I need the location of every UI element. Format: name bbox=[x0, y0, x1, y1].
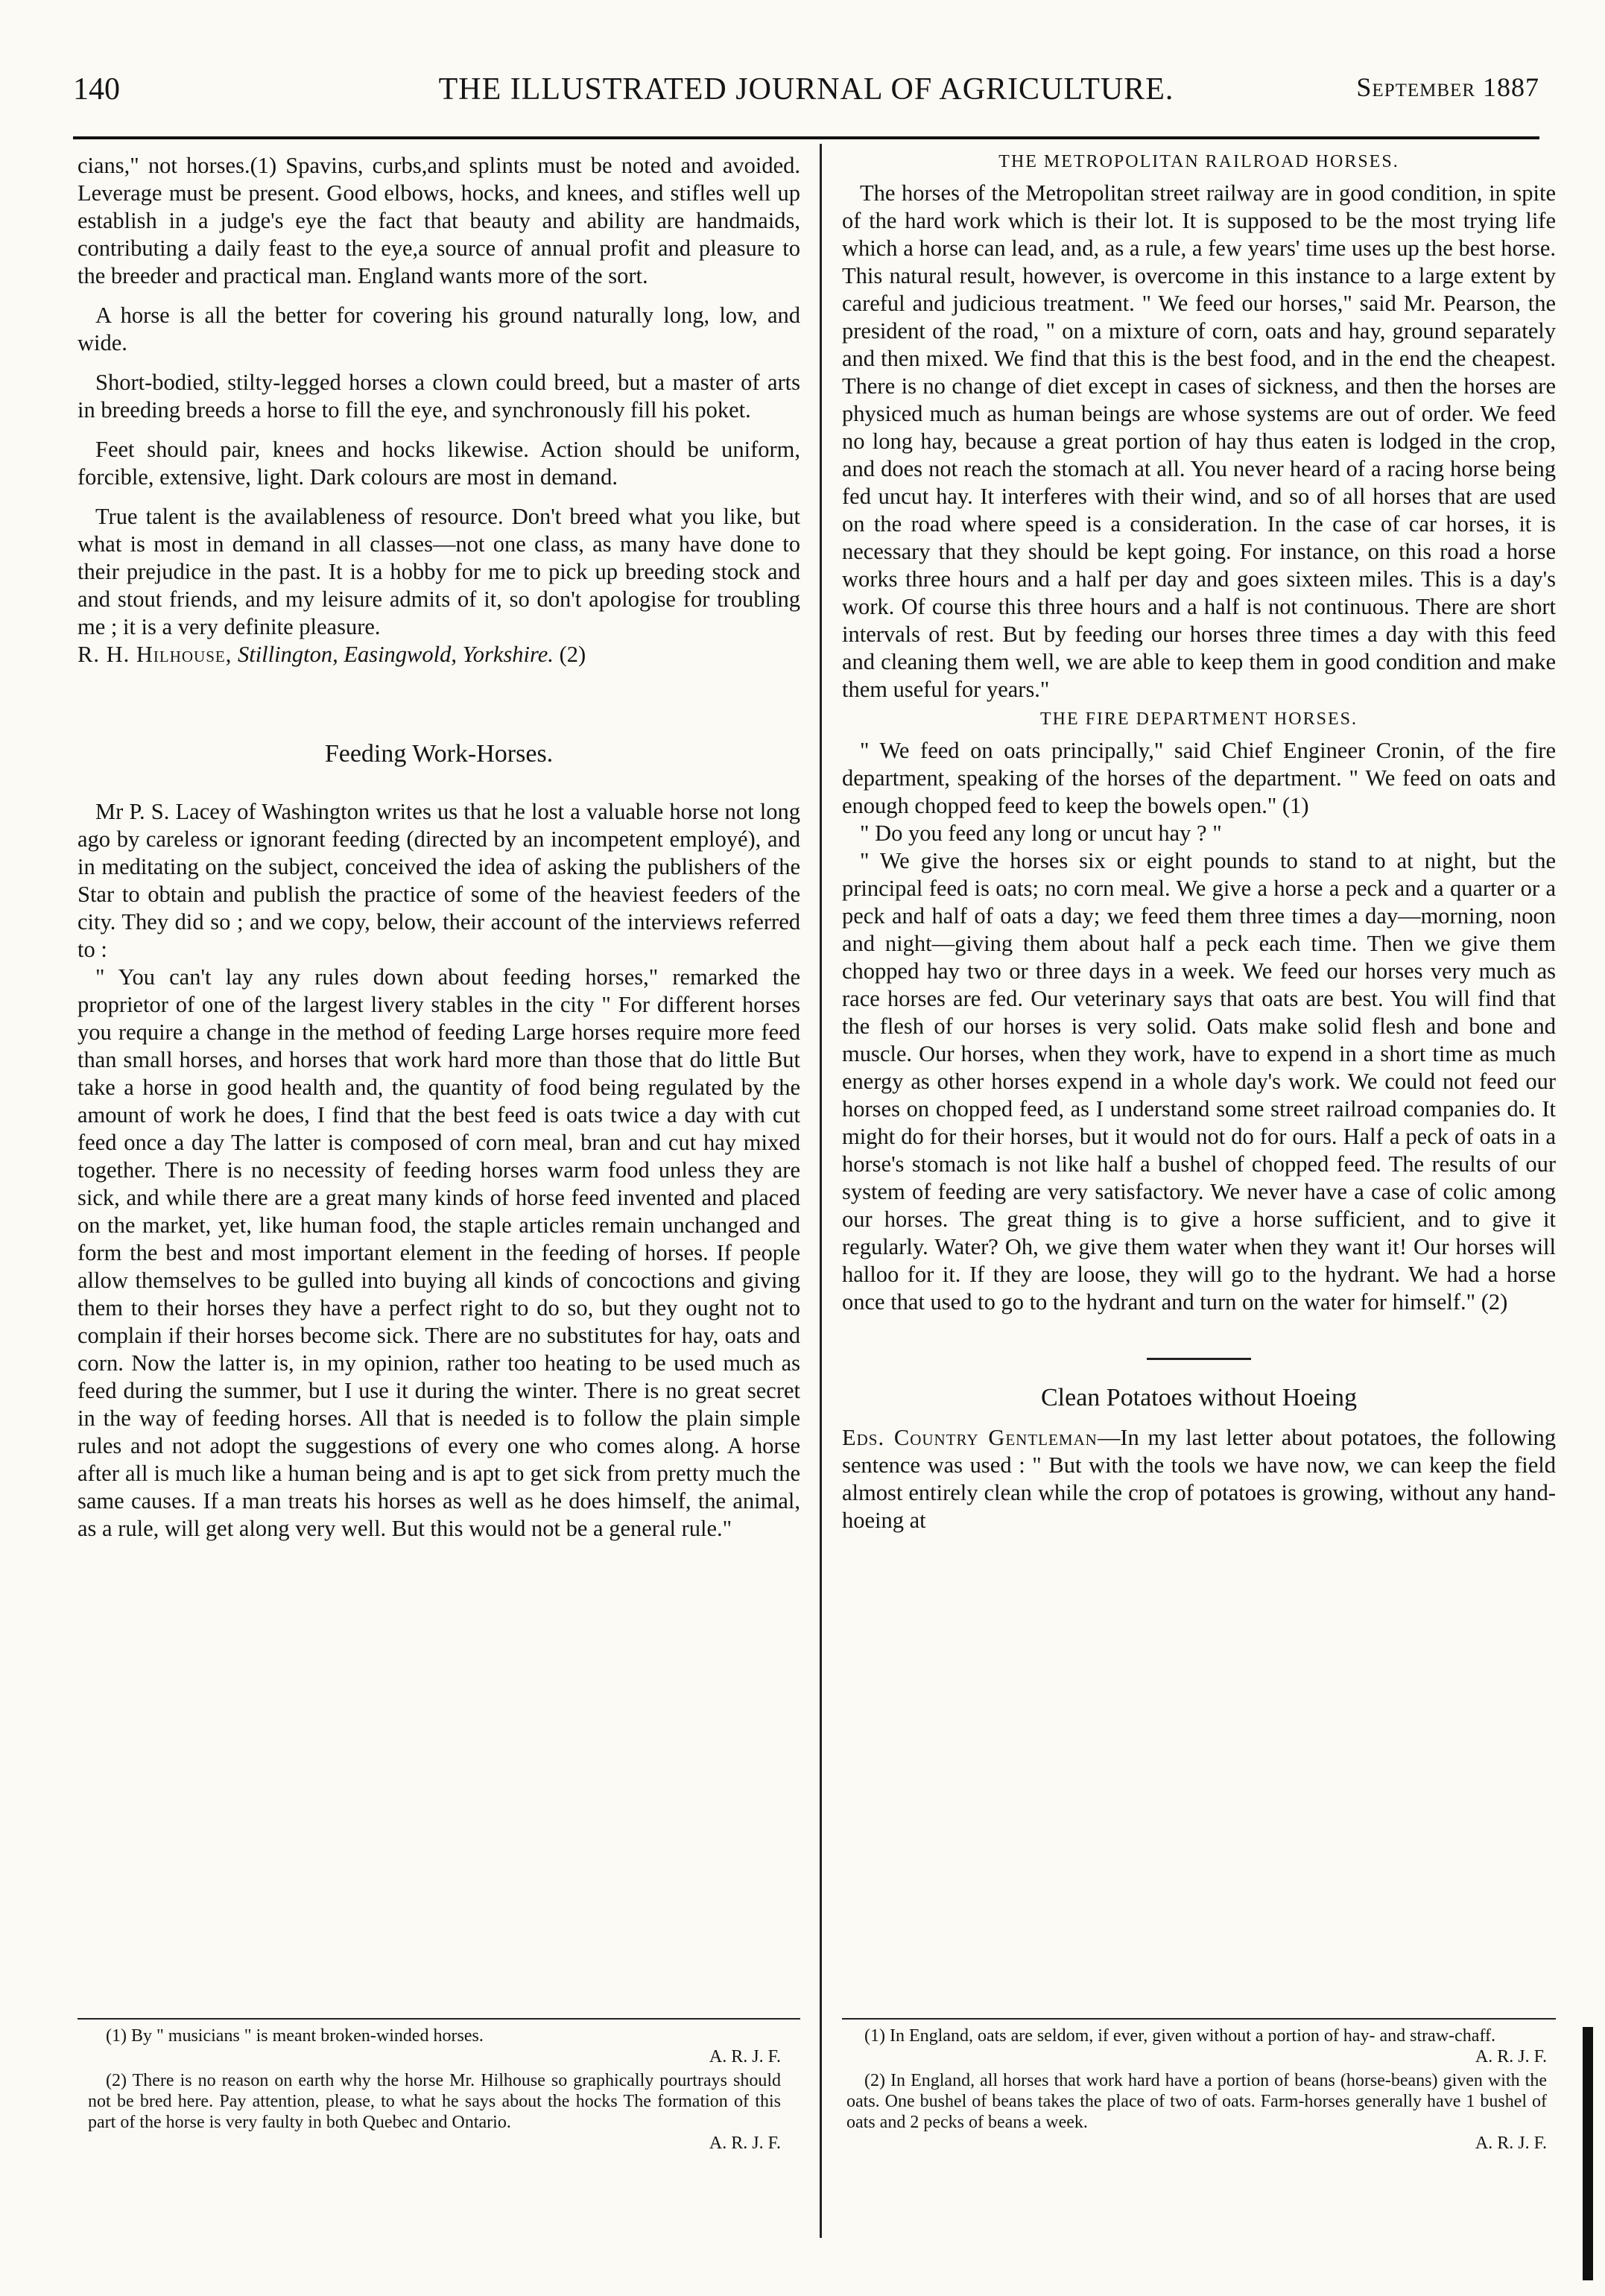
signature-place: Stillington, Easingwold, Yorkshire. bbox=[237, 642, 554, 667]
signature-ref: (2) bbox=[559, 642, 586, 667]
sub-heading: THE FIRE DEPARTMENT HORSES. bbox=[1040, 709, 1358, 729]
letter-address: Eds. Country Gentleman bbox=[842, 1425, 1098, 1450]
footnote: (2) In England, all horses that work hard have a portion of beans (horse-beans) given with the oats. One bushel of beans takes the place of two of oats. Farm-horses generally have 1 bushel of oats and 2 pecks of beans a week. bbox=[846, 2071, 1547, 2132]
sub-heading: THE METROPOLITAN RAILROAD HORSES. bbox=[998, 152, 1399, 171]
paragraph: Feet should pair, knees and hocks likewise. Action should be uniform, forcible, extensive, light. Dark colours are most in demand. bbox=[77, 437, 800, 490]
paragraph: " Do you feed any long or uncut hay ? " bbox=[860, 820, 1222, 846]
page-header bbox=[73, 72, 1539, 116]
paragraph: True talent is the availableness of resource. Don't breed what you like, but what is most in demand in all classes—not one class, as many have done to their prejudice in the past. It is a hobby for me to pick up breeding stock and and stout friends, and my leisure admits of it, so don't apologise for troubling me ; it is a very definite pleasure. bbox=[77, 504, 800, 639]
paragraph: Short-bodied, stilty-legged horses a clown could breed, but a master of arts in breeding breeds a horse to fill the eye, and synchronously fill his poket. bbox=[77, 370, 800, 423]
footnote-initials: A. R. J. F. bbox=[709, 2134, 781, 2153]
section-heading: Clean Potatoes without Hoeing bbox=[1040, 1384, 1357, 1411]
footnote: (2) There is no reason on earth why the horse Mr. Hilhouse so graphically pourtrays should not be bred here. Pay attention, please, to what he says about the hocks The formation of this part of the horse is very faulty in both Quebec and Ontario. bbox=[88, 2071, 781, 2132]
footnote-initials: A. R. J. F. bbox=[1475, 2047, 1547, 2066]
left-footnotes bbox=[88, 2025, 781, 2157]
page-edge-shadow bbox=[1583, 2027, 1593, 2280]
paragraph: Mr P. S. Lacey of Washington writes us that he lost a valuable horse not long ago by careless or ignorant feeding (directed by an incompetent employé), and in meditating on the subject, conceived the idea of asking the publishers of the Star to obtain and publish the practice of some of the heaviest feeders of the city. They did so ; and we copy, below, their account of the interviews referred to : bbox=[77, 799, 800, 962]
signature-name: R. H. Hilhouse, bbox=[77, 642, 232, 667]
paragraph: cians," not horses.(1) Spavins, curbs,and splints must be noted and avoided. Leverage must be present. Good elbows, hocks, and knees, and stifles well up establish in a judge's eye the fact that beauty and ability are handmaids, contributing a daily feast to the eye,a source of annual profit and pleasure to the breeder and practical man. England wants more of the sort. bbox=[77, 153, 800, 288]
footnote-rule bbox=[77, 2018, 800, 2020]
signature bbox=[77, 641, 800, 668]
letter-text: —In my last letter about potatoes, the following sentence was used : " But with the tools we have now, we can keep the field almost entirely clean while the crop of potatoes is growing, without any hand-hoeing at bbox=[842, 1425, 1556, 1533]
column-divider bbox=[820, 144, 822, 2238]
footnote: (1) By " musicians " is meant broken-winded horses. bbox=[106, 2026, 484, 2046]
paragraph: " We give the horses six or eight pounds to stand to at night, but the principal feed is oats; no corn meal. We give a horse a peck and a quarter or a peck and half of oats a day; we feed them three times a day—morning, noon and night—giving them about half a peck each time. Then we give them chopped hay two or three days in a week. We feed our horses very much as race horses are fed. Our veterinary says that oats are best. You will find that the flesh of our horses is very solid. Oats make solid flesh and bone and muscle. Our horses, when they work, have to expend in a short time as much energy as other horses expend in a whole day's work. We could not feed our horses on chopped feed, as I understand some street railroad companies do. It might do for their horses, but it would not do for ours. Half a peck of oats in a horse's stomach is not like half a bushel of chopped feed. The results of our system of feeding are very satisfactory. We never have a case of colic among our horses. The great thing is to give a horse sufficient, and to give it regularly. Water? Oh, we give them water when they want it! Our horses will halloo for it. If they are loose, they will go to the hydrant. We had a horse once that used to go to the hydrant and turn on the water for himself." (2) bbox=[842, 848, 1556, 1315]
left-column bbox=[77, 152, 800, 1543]
section-rule bbox=[1147, 1358, 1251, 1360]
paragraph bbox=[842, 1424, 1556, 1534]
page-number: 140 bbox=[73, 72, 120, 107]
footnote: (1) In England, oats are seldom, if ever, given without a portion of hay- and straw-chaff. bbox=[864, 2026, 1495, 2046]
section-heading: Feeding Work-Horses. bbox=[324, 740, 554, 768]
footnote-initials: A. R. J. F. bbox=[709, 2047, 781, 2066]
header-rule bbox=[73, 136, 1539, 139]
paragraph: A horse is all the better for covering his ground naturally long, low, and wide. bbox=[77, 303, 800, 355]
paragraph: " We feed on oats principally," said Chief Engineer Cronin, of the fire department, speaking of the horses of the department. " We feed on oats and enough chopped feed to keep the bowels open." (1) bbox=[842, 738, 1556, 818]
footnote-initials: A. R. J. F. bbox=[1475, 2134, 1547, 2153]
journal-title: THE ILLUSTRATED JOURNAL OF AGRICULTURE. bbox=[438, 72, 1174, 107]
footnote-rule bbox=[842, 2018, 1556, 2020]
right-footnotes bbox=[846, 2025, 1547, 2157]
right-column bbox=[842, 152, 1556, 1534]
paragraph: " You can't lay any rules down about feeding horses," remarked the proprietor of one of the largest livery stables in the city " For different horses you require a change in the method of feeding Large horses require more feed than small horses, and horses that work hard more than those that do little But take a horse in good health and, the quantity of food being regulated by the amount of work he does, I find that the best feed is oats twice a day with cut feed once a day The latter is composed of corn meal, bran and cut hay mixed together. There is no necessity of feeding horses warm food unless they are sick, and while there are a great many kinds of horse feed invented and placed on the market, yet, like human food, the staple articles remain unchanged and form the best and most important element in the feeding of horses. If people allow themselves to be gulled into buying all kinds of concoctions and giving them to their horses they have a perfect right to do so, but they ought not to complain if their horses become sick. There are no substitutes for hay, oats and corn. Now the latter is, in my opinion, rather too heating to be used much as feed during the summer, but I use it during the winter. There is no great secret in the way of feeding horses. All that is needed is to follow the plain simple rules and not adopt the suggestions of every one who comes along. A horse after all is much like a human being and is apt to get sick from pretty much the same causes. If a man treats his horses as well as he does himself, the animal, as a rule, will get along very well. But this would not be a general rule." bbox=[77, 964, 800, 1541]
issue-date: September 1887 bbox=[1356, 72, 1539, 102]
paragraph: The horses of the Metropolitan street railway are in good condition, in spite of the hard work which is their lot. It is supposed to be the most trying life which a horse can lead, and, as a rule, a few years' time uses up the best horse. This natural result, however, is overcome in this instance to a large extent by careful and judicious treatment. " We feed our horses," said Mr. Pearson, the president of the road, " on a mixture of corn, oats and hay, ground separately and then mixed. We find that this is the best food, and in the end the cheapest. There is no change of diet except in cases of sickness, and then the horses are physiced much as human beings are whose systems are out of order. We feed no long hay, because a great portion of hay thus eaten is lodged in the crop, and does not reach the stomach at all. You never heard of a racing horse being fed uncut hay. It interferes with their wind, and so of all horses that are used on the road where speed is a consideration. In the case of car horses, it is necessary that they should be kept going. For instance, on this road a horse works three hours and a half per day and goes sixteen miles. This is a day's work. Of course this three hours and a half is not continuous. There are short intervals of rest. But by feeding our horses three times a day with this feed and cleaning them well, we are able to keep them in good condition and make them useful for years." bbox=[842, 180, 1556, 702]
